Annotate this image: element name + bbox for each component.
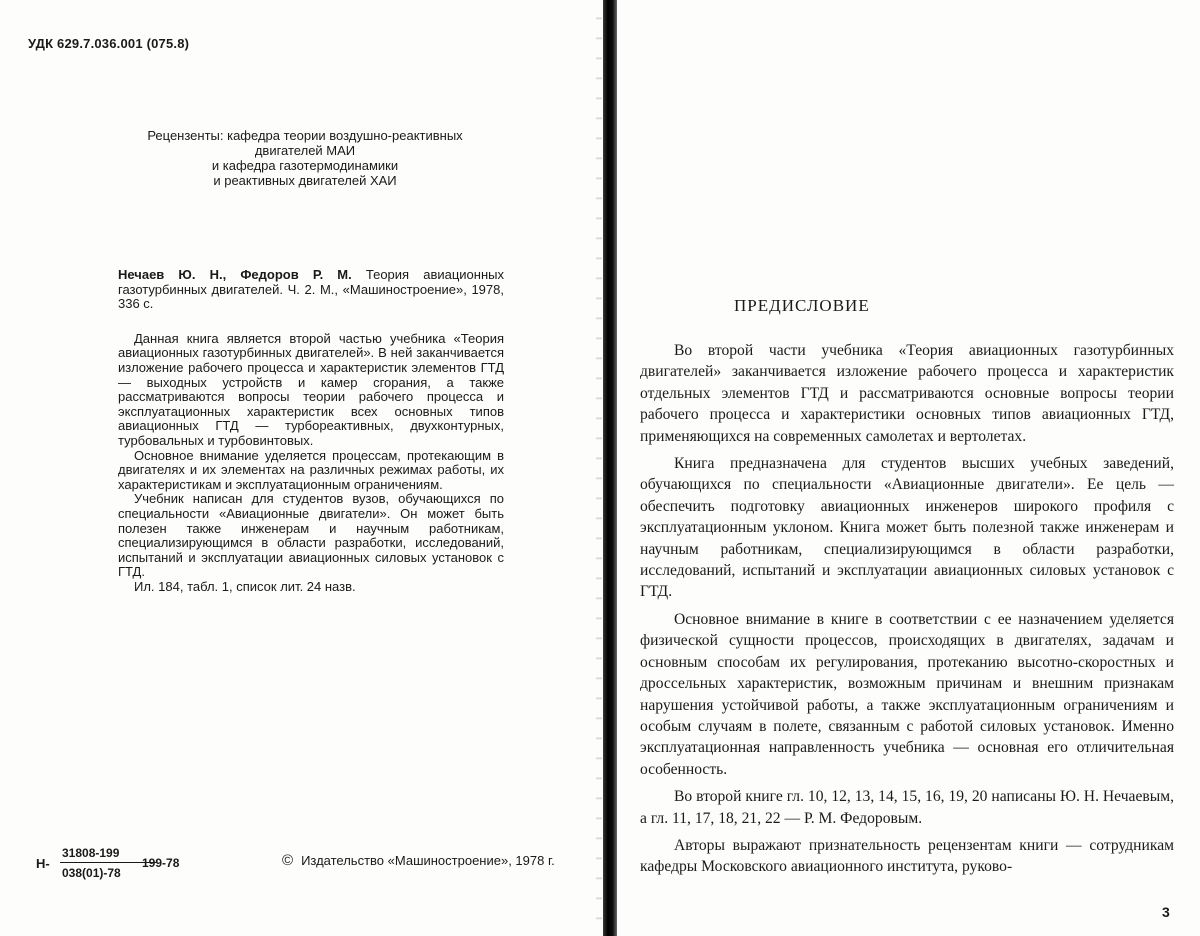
reviewers-block xyxy=(120,128,490,188)
preface-paragraph: Книга предназначена для студентов высших учебных заведений, обучающихся по специальности «Авиационные двигатели». Ее цель — обеспечить подготовку авиационных инженеров широкого профиля с эксплуатационным уклоном. Книга может быть полезной также инженерам и научным работникам, специализирующимся в области разработки, исследований, испытаний и эксплуатации авиационных силовых установок с ГТД. xyxy=(640,455,1174,601)
abstract-paragraph: Основное внимание уделяется процессам, протекающим в двигателях и их элементах на различных режимах работы, их характеристикам и эксплуатационным ограничениям. xyxy=(118,447,504,492)
page-number: 3 xyxy=(1162,904,1170,920)
reviewers-line: Рецензенты: кафедра теории воздушно-реактивных xyxy=(147,128,463,143)
preface-paragraph: Во второй части учебника «Теория авиационных газотурбинных двигателей» заканчивается изложение рабочего процесса и характеристик отдельных элементов ГТД и рассматриваются основные вопросы теории рабочего процесса и характеристики основных типов авиационных ГТД, применяющихся на современных самолетах и вертолетах. xyxy=(640,342,1174,445)
citation-authors: Нечаев Ю. Н., Федоров Р. М. xyxy=(118,267,352,282)
preface-body xyxy=(640,340,1174,884)
publisher-line xyxy=(282,852,555,869)
book-gutter xyxy=(603,0,617,936)
citation xyxy=(118,268,504,312)
index-code: 199-78 xyxy=(142,856,180,870)
index-prefix: Н- xyxy=(36,856,50,871)
abstract-paragraph: Данная книга является второй частью учебника «Теория авиационных газотурбинных двигателей». В ней заканчивается изложение рабочего процесса и характеристик элементов ГТД — выходных устройств и камер сгорания, а также рассматриваются вопросы теории рабочего процесса и эксплуатационных характеристик всех основных типов авиационных ГТД — турбореактивных, двухконтурных, турбовальных и турбовинтовых. xyxy=(118,330,504,448)
citation-title: Теория авиационных газотурбинных двигателей. Ч. 2. М., «Машиностроение», 1978, 336 с. xyxy=(118,267,504,312)
index-numerator: 31808-199 xyxy=(62,846,120,860)
preface-paragraph: Авторы выражают признательность рецензентам книги — сотрудникам кафедры Московского авиационного института, руково- xyxy=(640,836,1174,876)
index-denominator: 038(01)-78 xyxy=(62,866,121,880)
reviewers-line: двигателей МАИ xyxy=(254,143,356,158)
bibliographic-block xyxy=(118,268,504,594)
reviewers-line: и реактивных двигателей ХАИ xyxy=(213,173,397,188)
abstract-illustrations: Ил. 184, табл. 1, список лит. 24 назв. xyxy=(134,578,356,594)
catalog-index xyxy=(36,846,196,882)
publisher-name: Издательство «Машиностроение», 1978 г. xyxy=(301,853,555,868)
preface-heading: ПРЕДИСЛОВИЕ xyxy=(734,296,870,315)
reviewers-line: и кафедра газотермодинамики xyxy=(211,158,399,173)
abstract-paragraph: Учебник написан для студентов вузов, обучающихся по специальности «Авиационные двигатели». Он может быть полезен также инженерам и научным работникам, специализирующимся в области разработки, исследований, испытаний и эксплуатации авиационных силовых установок с ГТД. xyxy=(118,491,504,580)
copyright-icon: © xyxy=(282,852,294,869)
scan-noise xyxy=(596,0,602,936)
preface-paragraph: Основное внимание в книге в соответствии с ее назначением уделяется физической сущности процессов, происходящих в двигателях, задачам и основным способам их регулирования, протеканию высотно-скоростных и дроссельных характеристик, возможным причинам и внешним признакам нарушения устойчивой работы, а также эксплуатационным ограничениям и особым случаям в полете, связанным с работой силовых установок. Именно эксплуатационная направленность учебника — основная его отличительная особенность. xyxy=(640,610,1174,778)
udk-code: УДК 629.7.036.001 (075.8) xyxy=(28,36,190,51)
preface-paragraph: Во второй книге гл. 10, 12, 13, 14, 15, 16, 19, 20 написаны Ю. Н. Нечаевым, а гл. 11, 17, 18, 21, 22 — Р. М. Федоровым. xyxy=(640,788,1174,827)
